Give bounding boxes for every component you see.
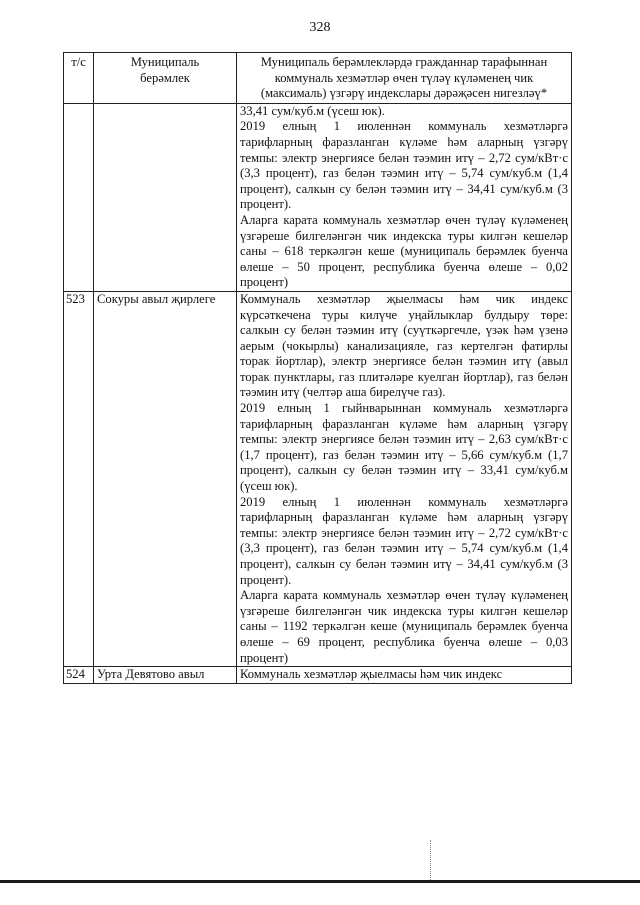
row-description <box>237 291 572 666</box>
table-row <box>64 103 572 291</box>
scan-artifact <box>430 840 432 880</box>
tariff-table <box>63 52 572 684</box>
row-description <box>237 667 572 684</box>
row-municipality: Урта Девятово авыл <box>94 667 237 684</box>
header-municipality: Муниципаль берәмлек <box>94 53 237 104</box>
description-paragraph: 2019 елның 1 июленнән коммуналь хезмәтләргә тарифларның фаразланган күләме һәм аларның үзгәрү темпы: электр энергиясе белән тәэмин итү – 2,72 сум/кВт·с (3,3 процент), газ белән тәэмин итү – 5,74 сум/куб.м (1,4 процент), салкын су белән тәэмин итү – 34,41 сум/куб.м (3 процент). <box>240 494 568 587</box>
description-paragraph: Коммуналь хезмәтләр җыелмасы һәм чик индекс <box>240 667 503 682</box>
description-paragraph: 33,41 сум/куб.м (үсеш юк). <box>240 103 385 118</box>
description-paragraph: 2019 елның 1 гыйнварыннан коммуналь хезмәтләргә тарифларның фаразланган күләме һәм аларның үзгәрү темпы: электр энергиясе белән тәэмин итү – 2,63 сум/кВт·с (1,7 процент), газ белән тәэмин итү – 5,66 сум/куб.м (1,7 процент), салкын су белән тәэмин итү – 33,41 сум/куб.м (үсеш юк). <box>240 401 568 494</box>
description-paragraph: Аларга карата коммуналь хезмәтләр өчен түләү күләменең үзгәреше билгеләнгән чик индекска туры килгән кешеләр саны – 618 теркәлгән кеше (муниципаль берәмлек буенча өлеше – 50 процент, республика буенча өлеше – 0,02 процент) <box>240 212 568 290</box>
description-paragraph: 2019 елның 1 июленнән коммуналь хезмәтләргә тарифларның фаразланган күләме һәм аларның үзгәрү темпы: электр энергиясе белән тәэмин итү – 2,72 сум/кВт·с (3,3 процент), газ белән тәэмин итү – 5,74 сум/куб.м (1,4 процент), салкын су белән тәэмин итү – 34,41 сум/куб.м (3 процент). <box>240 119 568 212</box>
row-description <box>237 103 572 291</box>
table-header-row <box>64 53 572 104</box>
row-number <box>64 103 94 291</box>
row-number: 524 <box>64 667 94 684</box>
description-paragraph: Коммуналь хезмәтләр җыелмасы һәм чик индекс күрсәткечена туры килүче уңайлыклар булдыру төре: салкын су белән тәэмин итү (суүткәргечле, үзәк һәм үзенә аерым (чокырлы) канализацияле, газ кертелгән фатирлы торак йортлар), электр энергиясе белән тәэмин итү (авыл торак пунктлары, газ плитәләре куелган йортлар), газ белән тәэмин итү (челтәр аша бирелүче газ). <box>240 291 568 400</box>
table-row <box>64 667 572 684</box>
row-number: 523 <box>64 291 94 666</box>
header-number: т/с <box>64 53 94 104</box>
row-municipality: Сокуры авыл җирлеге <box>94 291 237 666</box>
description-paragraph: Аларга карата коммуналь хезмәтләр өчен түләү күләменең үзгәреше билгеләнгән чик индекска туры килгән кешеләр саны – 1192 теркәлгән кеше (муниципаль берәмлек буенча өлеше – 69 процент, республика буенча өлеше – 0,03 процент) <box>240 588 568 665</box>
table-row <box>64 291 572 666</box>
row-municipality <box>94 103 237 291</box>
header-description: Муниципаль берәмлекләрдә гражданнар тарафыннан коммуналь хезмәтләр өчен түләү күләменең чик (максималь) үзгәрү индекслары дәрәҗәсен нигезләү* <box>237 53 572 104</box>
page-bottom-edge <box>0 880 640 883</box>
page-number: 328 <box>309 20 331 35</box>
